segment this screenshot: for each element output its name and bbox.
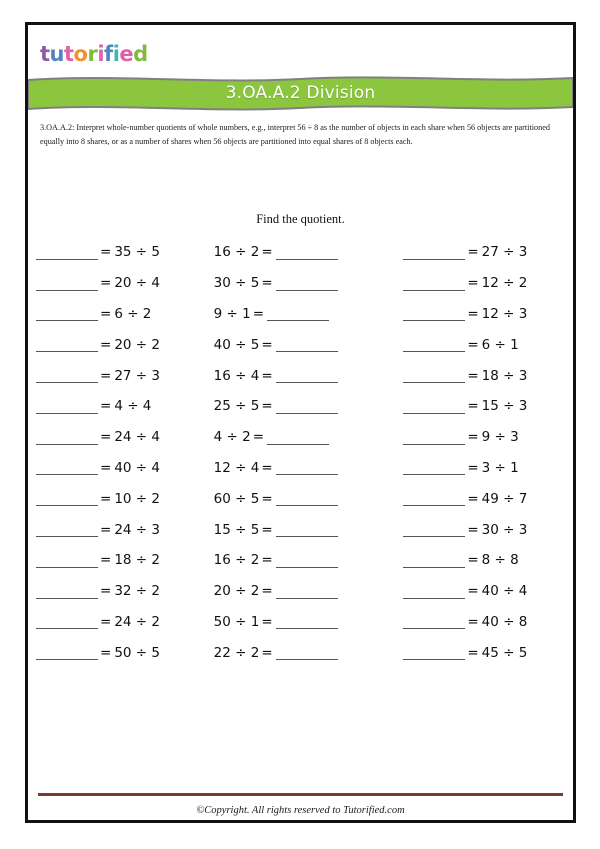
answer-blank[interactable] xyxy=(36,276,98,291)
equals-sign: = xyxy=(467,583,479,600)
division-expression: 32 ÷ 2 xyxy=(114,583,160,600)
problem-row xyxy=(36,607,200,638)
problem-row xyxy=(214,514,378,545)
answer-blank[interactable] xyxy=(36,553,98,568)
equals-sign: = xyxy=(261,583,273,600)
brand-logo-letter-0: t xyxy=(40,41,50,66)
division-expression: 40 ÷ 4 xyxy=(481,583,528,600)
answer-blank[interactable] xyxy=(403,306,465,321)
brand-logo-letter-3: o xyxy=(73,41,88,66)
problem-row xyxy=(36,514,200,545)
answer-blank[interactable] xyxy=(403,245,465,260)
answer-blank[interactable] xyxy=(276,491,338,506)
division-expression: 12 ÷ 2 xyxy=(481,275,528,292)
problem-column-3 xyxy=(377,237,567,668)
equals-sign: = xyxy=(467,552,479,569)
problem-row xyxy=(403,360,567,391)
division-expression: 20 ÷ 2 xyxy=(114,336,160,353)
answer-blank[interactable] xyxy=(276,614,338,629)
answer-blank[interactable] xyxy=(276,645,338,660)
answer-blank[interactable] xyxy=(36,306,98,321)
problem-row xyxy=(403,299,567,330)
division-expression: 16 ÷ 4 xyxy=(213,367,260,384)
equals-sign: = xyxy=(261,613,273,630)
problem-row xyxy=(36,268,200,299)
answer-blank[interactable] xyxy=(36,614,98,629)
division-expression: 50 ÷ 5 xyxy=(114,644,160,661)
footer-copyright: ©Copyright. All rights reserved to Tutorified.com xyxy=(196,805,405,816)
problem-row xyxy=(214,545,378,576)
answer-blank[interactable] xyxy=(36,368,98,383)
division-expression: 27 ÷ 3 xyxy=(481,244,528,261)
answer-blank[interactable] xyxy=(276,553,338,568)
division-expression: 25 ÷ 5 xyxy=(213,398,260,415)
answer-blank[interactable] xyxy=(276,584,338,599)
brand-logo-letter-9: d xyxy=(133,41,148,66)
equals-sign: = xyxy=(261,644,273,661)
division-expression: 12 ÷ 3 xyxy=(481,305,528,322)
problem-row xyxy=(403,391,567,422)
equals-sign: = xyxy=(467,305,479,322)
problem-row xyxy=(214,422,378,453)
brand-logo-letter-1: u xyxy=(49,41,64,66)
problem-row xyxy=(36,483,200,514)
problem-row xyxy=(214,576,378,607)
division-expression: 40 ÷ 4 xyxy=(114,459,160,476)
answer-blank[interactable] xyxy=(403,491,465,506)
division-expression: 15 ÷ 3 xyxy=(481,398,528,415)
division-expression: 15 ÷ 5 xyxy=(213,521,260,538)
equals-sign: = xyxy=(467,429,479,446)
worksheet-page-inner xyxy=(28,25,573,820)
equals-sign: = xyxy=(100,521,112,538)
problem-column-1 xyxy=(34,237,200,668)
answer-blank[interactable] xyxy=(403,276,465,291)
answer-blank[interactable] xyxy=(267,430,329,445)
answer-blank[interactable] xyxy=(276,460,338,475)
worksheet-page xyxy=(25,22,576,823)
problem-row xyxy=(36,453,200,484)
division-expression: 24 ÷ 4 xyxy=(114,429,160,446)
brand-logo-letter-2: t xyxy=(64,41,74,66)
equals-sign: = xyxy=(467,244,479,261)
brand-logo-letter-4: r xyxy=(87,41,98,66)
division-expression: 18 ÷ 2 xyxy=(114,552,160,569)
equals-sign: = xyxy=(467,644,479,661)
division-expression: 45 ÷ 5 xyxy=(481,644,528,661)
answer-blank[interactable] xyxy=(36,522,98,537)
answer-blank[interactable] xyxy=(276,245,338,260)
equals-sign: = xyxy=(467,459,479,476)
division-expression: 49 ÷ 7 xyxy=(481,490,528,507)
answer-blank[interactable] xyxy=(36,645,98,660)
problem-row xyxy=(214,391,378,422)
answer-blank[interactable] xyxy=(403,553,465,568)
equals-sign: = xyxy=(100,275,112,292)
equals-sign: = xyxy=(261,552,273,569)
answer-blank[interactable] xyxy=(36,399,98,414)
answer-blank[interactable] xyxy=(276,368,338,383)
answer-blank[interactable] xyxy=(36,460,98,475)
equals-sign: = xyxy=(100,490,112,507)
answer-blank[interactable] xyxy=(403,368,465,383)
problem-row xyxy=(214,483,378,514)
division-expression: 40 ÷ 8 xyxy=(481,613,528,630)
division-expression: 24 ÷ 3 xyxy=(114,521,160,538)
answer-blank[interactable] xyxy=(403,337,465,352)
answer-blank[interactable] xyxy=(276,399,338,414)
problem-row xyxy=(36,360,200,391)
problem-row xyxy=(403,483,567,514)
footer-divider xyxy=(38,793,563,796)
equals-sign: = xyxy=(100,367,112,384)
brand-logo-letter-7: i xyxy=(112,41,120,66)
problem-row xyxy=(214,299,378,330)
problem-row xyxy=(214,268,378,299)
equals-sign: = xyxy=(261,244,273,261)
brand-logo-letter-6: f xyxy=(104,41,113,66)
problem-row xyxy=(36,391,200,422)
problem-row xyxy=(214,329,378,360)
division-expression: 24 ÷ 2 xyxy=(114,613,160,630)
problem-row xyxy=(403,637,567,668)
instruction-text: Find the quotient. xyxy=(256,212,345,226)
answer-blank[interactable] xyxy=(403,430,465,445)
answer-blank[interactable] xyxy=(403,614,465,629)
answer-blank[interactable] xyxy=(36,491,98,506)
division-expression: 22 ÷ 2 xyxy=(213,644,260,661)
standard-description: 3.OA.A.2: Interpret whole-number quotients of whole numbers, e.g., interpret 56 ÷ 8 as the number of objects in each share when 56 objects are partitioned equally into 8 shares, or as a number of shares when 56 objects are partitioned into equal shares of 8 objects each. xyxy=(40,123,550,147)
equals-sign: = xyxy=(467,336,479,353)
equals-sign: = xyxy=(100,613,112,630)
header-banner xyxy=(28,73,573,113)
problem-row xyxy=(403,422,567,453)
equals-sign: = xyxy=(261,336,273,353)
equals-sign: = xyxy=(467,613,479,630)
problem-row xyxy=(36,299,200,330)
division-expression: 30 ÷ 3 xyxy=(481,521,528,538)
division-expression: 30 ÷ 5 xyxy=(213,275,260,292)
brand-logo xyxy=(40,37,148,71)
brand-logo-text xyxy=(40,41,148,66)
equals-sign: = xyxy=(467,521,479,538)
division-expression: 20 ÷ 2 xyxy=(213,583,260,600)
problem-row xyxy=(214,453,378,484)
division-expression: 16 ÷ 2 xyxy=(213,552,260,569)
problem-row xyxy=(36,422,200,453)
answer-blank[interactable] xyxy=(36,337,98,352)
problem-row xyxy=(214,637,378,668)
brand-logo-letter-5: i xyxy=(97,41,105,66)
equals-sign: = xyxy=(261,490,273,507)
division-expression: 35 ÷ 5 xyxy=(114,244,160,261)
equals-sign: = xyxy=(252,305,265,322)
division-expression: 16 ÷ 2 xyxy=(213,244,260,261)
division-expression: 10 ÷ 2 xyxy=(114,490,160,507)
equals-sign: = xyxy=(261,367,273,384)
division-expression: 8 ÷ 8 xyxy=(481,552,519,569)
equals-sign: = xyxy=(100,305,112,322)
division-expression: 6 ÷ 2 xyxy=(114,305,152,322)
problem-row xyxy=(403,329,567,360)
equals-sign: = xyxy=(100,244,112,261)
problem-row xyxy=(36,637,200,668)
division-expression: 12 ÷ 4 xyxy=(213,459,260,476)
division-expression: 27 ÷ 3 xyxy=(114,367,160,384)
answer-blank[interactable] xyxy=(276,276,338,291)
brand-logo-letter-8: e xyxy=(119,41,134,66)
equals-sign: = xyxy=(100,644,112,661)
problem-row xyxy=(36,237,200,268)
division-expression: 9 ÷ 3 xyxy=(481,429,519,446)
answer-blank[interactable] xyxy=(403,460,465,475)
equals-sign: = xyxy=(467,490,479,507)
answer-blank[interactable] xyxy=(276,337,338,352)
equals-sign: = xyxy=(252,429,265,446)
equals-sign: = xyxy=(467,275,479,292)
answer-blank[interactable] xyxy=(403,584,465,599)
page-title: 3.OA.A.2 Division xyxy=(225,83,376,103)
equals-sign: = xyxy=(100,398,112,415)
division-expression: 18 ÷ 3 xyxy=(481,367,528,384)
division-expression: 60 ÷ 5 xyxy=(213,490,260,507)
division-expression: 9 ÷ 1 xyxy=(213,305,251,322)
answer-blank[interactable] xyxy=(403,522,465,537)
problem-row xyxy=(214,237,378,268)
problem-row xyxy=(403,576,567,607)
division-expression: 40 ÷ 5 xyxy=(213,336,260,353)
division-expression: 4 ÷ 4 xyxy=(114,398,152,415)
answer-blank[interactable] xyxy=(267,306,329,321)
answer-blank[interactable] xyxy=(403,645,465,660)
problem-row xyxy=(403,607,567,638)
division-expression: 3 ÷ 1 xyxy=(481,459,519,476)
problem-row xyxy=(403,237,567,268)
problem-row xyxy=(403,268,567,299)
equals-sign: = xyxy=(261,459,273,476)
equals-sign: = xyxy=(261,398,273,415)
problem-row xyxy=(403,453,567,484)
equals-sign: = xyxy=(100,429,112,446)
problems-grid xyxy=(28,237,573,668)
answer-blank[interactable] xyxy=(403,399,465,414)
problem-row xyxy=(36,329,200,360)
problem-row xyxy=(214,360,378,391)
problem-row xyxy=(214,607,378,638)
equals-sign: = xyxy=(467,367,479,384)
answer-blank[interactable] xyxy=(36,584,98,599)
answer-blank[interactable] xyxy=(36,430,98,445)
answer-blank[interactable] xyxy=(36,245,98,260)
equals-sign: = xyxy=(100,459,112,476)
problem-column-2 xyxy=(200,237,378,668)
problem-row xyxy=(403,545,567,576)
equals-sign: = xyxy=(261,521,273,538)
problem-row xyxy=(36,576,200,607)
equals-sign: = xyxy=(467,398,479,415)
problem-row xyxy=(403,514,567,545)
equals-sign: = xyxy=(100,336,112,353)
equals-sign: = xyxy=(100,552,112,569)
division-expression: 4 ÷ 2 xyxy=(213,429,251,446)
division-expression: 20 ÷ 4 xyxy=(114,275,160,292)
problem-row xyxy=(36,545,200,576)
equals-sign: = xyxy=(100,583,112,600)
answer-blank[interactable] xyxy=(276,522,338,537)
division-expression: 50 ÷ 1 xyxy=(213,613,260,630)
division-expression: 6 ÷ 1 xyxy=(481,336,519,353)
equals-sign: = xyxy=(261,275,273,292)
